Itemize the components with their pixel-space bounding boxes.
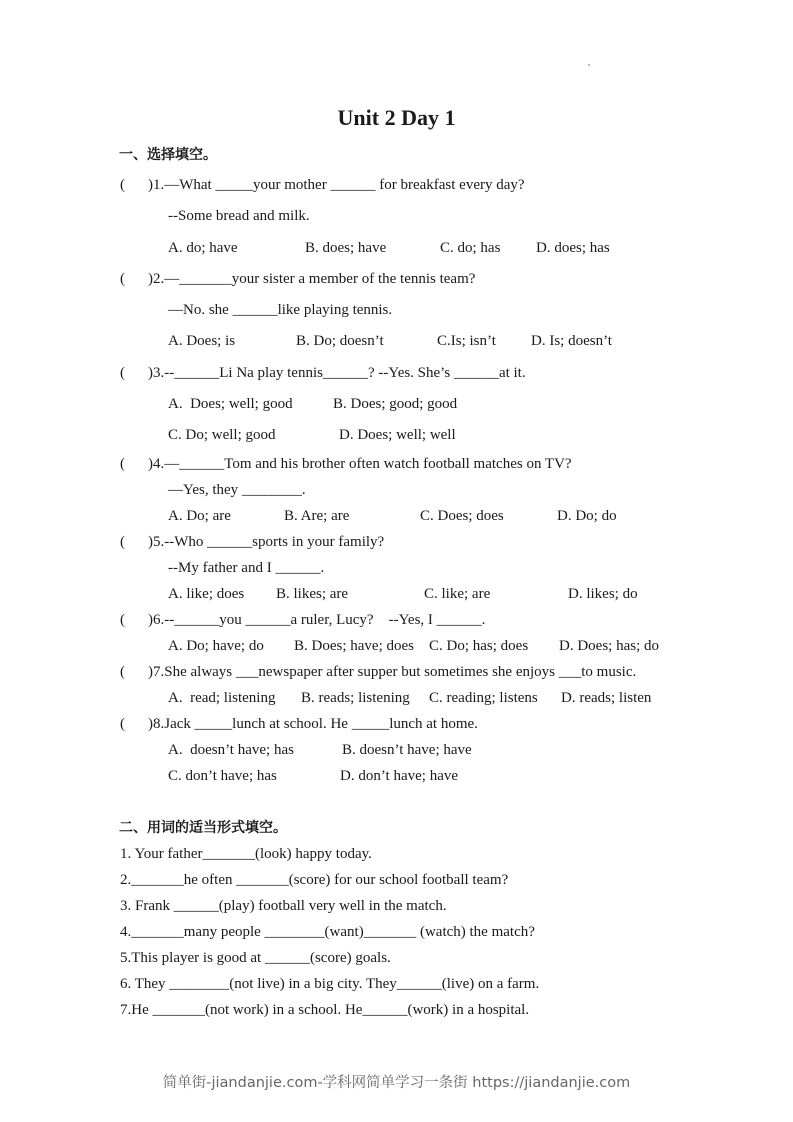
fill-item-2: 2._______he often _______(score) for our school football team?: [120, 872, 509, 888]
q2-option-c: C.Is; isn’t: [437, 333, 496, 349]
q4-option-d: D. Do; do: [557, 508, 617, 524]
section-1-heading: 一、选择填空。: [119, 147, 217, 163]
q1-option-d: D. does; has: [536, 240, 610, 256]
q3-paren: (: [120, 365, 125, 381]
fill-item-1: 1. Your father_______(look) happy today.: [120, 846, 372, 862]
q5-response: --My father and I ______.: [168, 560, 325, 576]
q6-paren: (: [120, 612, 125, 628]
q1-option-b: B. does; have: [305, 240, 387, 256]
q2-response: —No. she ______like playing tennis.: [168, 302, 393, 318]
q2-option-d: D. Is; doesn’t: [531, 333, 612, 349]
q8-option-c: C. don’t have; has: [168, 768, 277, 784]
fill-item-3: 3. Frank ______(play) football very well in the match.: [120, 898, 447, 914]
q1-option-c: C. do; has: [440, 240, 501, 256]
q6-stem: )6.--______you ______a ruler, Lucy? --Yes, I ______.: [148, 612, 486, 628]
q3-option-a: A. Does; well; good: [168, 396, 293, 412]
q1-option-a: A. do; have: [168, 240, 238, 256]
q2-stem: )2.—_______your sister a member of the tennis team?: [148, 271, 476, 287]
section-2-heading: 二、用词的适当形式填空。: [119, 820, 287, 836]
q5-option-a: A. like; does: [168, 586, 245, 602]
q2-paren: (: [120, 271, 125, 287]
fill-item-5: 5.This player is good at ______(score) goals.: [120, 950, 391, 966]
fill-item-6: 6. They ________(not live) in a big city. They______(live) on a farm.: [120, 976, 540, 992]
q4-paren: (: [120, 456, 125, 472]
q6-option-b: B. Does; have; does: [294, 638, 414, 654]
q8-option-a: A. doesn’t have; has: [168, 742, 294, 758]
q5-option-c: C. like; are: [424, 586, 491, 602]
q6-option-a: A. Do; have; do: [168, 638, 264, 654]
q3-option-b: B. Does; good; good: [333, 396, 458, 412]
q5-option-d: D. likes; do: [568, 586, 638, 602]
q8-paren: (: [120, 716, 125, 732]
q6-option-d: D. Does; has; do: [559, 638, 659, 654]
q4-option-b: B. Are; are: [284, 508, 350, 524]
q2-option-a: A. Does; is: [168, 333, 236, 349]
q2-option-b: B. Do; doesn’t: [296, 333, 384, 349]
q4-stem: )4.—______Tom and his brother often watch football matches on TV?: [148, 456, 572, 472]
fill-item-7: 7.He _______(not work) in a school. He______(work) in a hospital.: [120, 1002, 530, 1018]
q7-option-c: C. reading; listens: [429, 690, 538, 706]
q3-stem: )3.--______Li Na play tennis______? --Yes. She’s ______at it.: [148, 365, 526, 381]
q5-stem: )5.--Who ______sports in your family?: [148, 534, 385, 550]
q8-option-b: B. doesn’t have; have: [342, 742, 472, 758]
q5-option-b: B. likes; are: [276, 586, 349, 602]
q7-option-d: D. reads; listen: [561, 690, 652, 706]
page-title: Unit 2 Day 1: [337, 105, 456, 130]
q4-option-c: C. Does; does: [420, 508, 504, 524]
footer-source-text: 简单街-jiandanjie.com-学科网简单学习一条街 https://jiandanjie.com: [162, 1075, 631, 1091]
scan-dot: [588, 64, 590, 66]
q7-option-a: A. read; listening: [168, 690, 276, 706]
q3-option-c: C. Do; well; good: [168, 427, 276, 443]
q8-stem: )8.Jack _____lunch at school. He _____lunch at home.: [148, 716, 478, 732]
q7-option-b: B. reads; listening: [301, 690, 410, 706]
q6-option-c: C. Do; has; does: [429, 638, 529, 654]
q4-option-a: A. Do; are: [168, 508, 231, 524]
q5-paren: (: [120, 534, 125, 550]
q3-option-d: D. Does; well; well: [339, 427, 456, 443]
q1-stem: )1.—What _____your mother ______ for breakfast every day?: [148, 177, 525, 193]
q7-stem: )7.She always ___newspaper after supper but sometimes she enjoys ___to music.: [148, 664, 637, 680]
q1-paren: (: [120, 177, 125, 193]
q1-response: --Some bread and milk.: [168, 208, 310, 224]
q4-response: —Yes, they ________.: [168, 482, 306, 498]
fill-item-4: 4._______many people ________(want)_______ (watch) the match?: [120, 924, 535, 940]
q8-option-d: D. don’t have; have: [340, 768, 459, 784]
q7-paren: (: [120, 664, 125, 680]
